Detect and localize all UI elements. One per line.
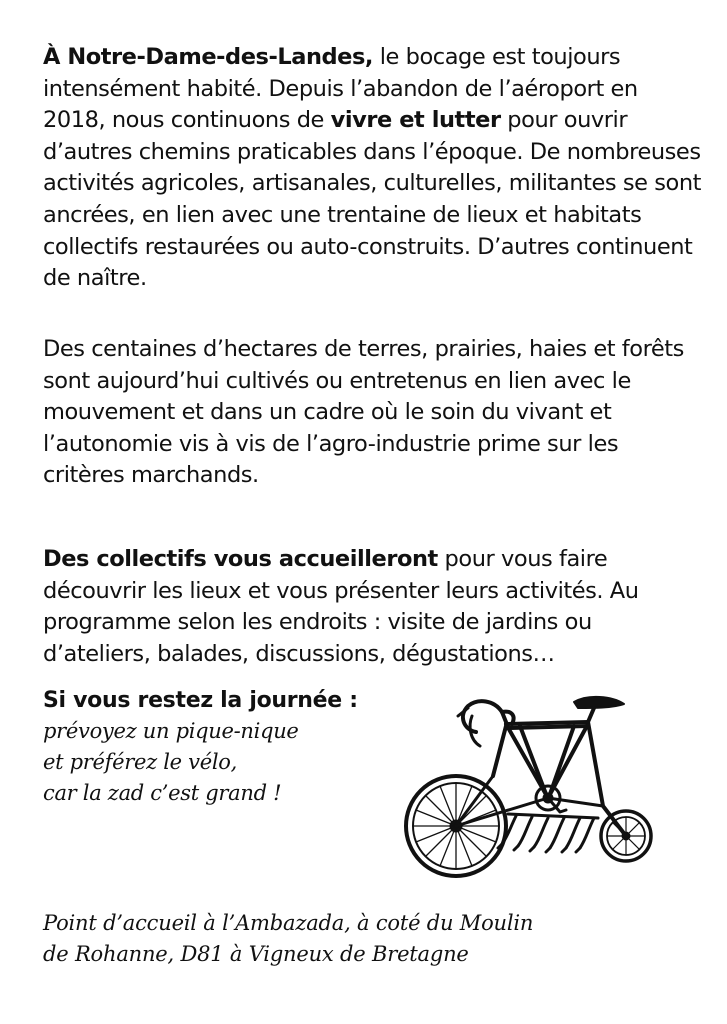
day-note-line-3: car la zad c’est grand ! <box>43 781 282 805</box>
intro-paragraph <box>43 42 703 295</box>
day-note-lead: Si vous restez la journée : <box>43 688 358 713</box>
day-note <box>43 685 403 809</box>
address-line-1: Point d’accueil à l’Ambazada, à coté du Moulin <box>43 911 534 935</box>
intro-bold-mid: vivre et lutter <box>330 107 501 134</box>
meeting-point-address <box>43 908 703 970</box>
bicycle-plough-illustration-icon <box>398 686 668 886</box>
welcome-text: pour vous faire découvrir les lieux et vous présenter leurs activités. Au programme selon les endroits : visite de jardins ou d’ateliers, balades, discussions, dégustations… <box>43 546 639 667</box>
bike-frame <box>456 722 626 836</box>
intro-bold-lead: À Notre-Dame-des-Landes, <box>43 44 374 70</box>
plough-tines <box>498 814 598 852</box>
handlebar <box>458 701 514 746</box>
welcome-paragraph <box>43 544 703 670</box>
intro-text-b: pour ouvrir d’autres chemins praticables dans l’époque. De nombreuses activités agricoles, artisanales, culturelles, militantes se sont ancrées, en lien avec une trentaine de lieux et habitats collectifs restaurées ou auto-construits. D’autres continuent de naître. <box>43 107 702 292</box>
seat <box>574 697 624 722</box>
day-note-line-1: prévoyez un pique-nique <box>43 719 299 743</box>
day-note-line-2: et préférez le vélo, <box>43 750 238 774</box>
address-line-2: de Rohanne, D81 à Vigneux de Bretagne <box>43 942 469 966</box>
intro-text-a: le bocage est toujours intensément habité. Depuis l’abandon de l’aéroport en 2018, nous continuons de <box>43 44 638 134</box>
welcome-bold-lead: Des collectifs vous accueilleront <box>43 546 438 572</box>
lands-paragraph: Des centaines d’hectares de terres, prairies, haies et forêts sont aujourd’hui cultivés ou entretenus en lien avec le mouvement et dans un cadre où le soin du vivant et l’autonomie vis à vis de l’agro-industrie prime sur les critères marchands. <box>43 336 684 489</box>
